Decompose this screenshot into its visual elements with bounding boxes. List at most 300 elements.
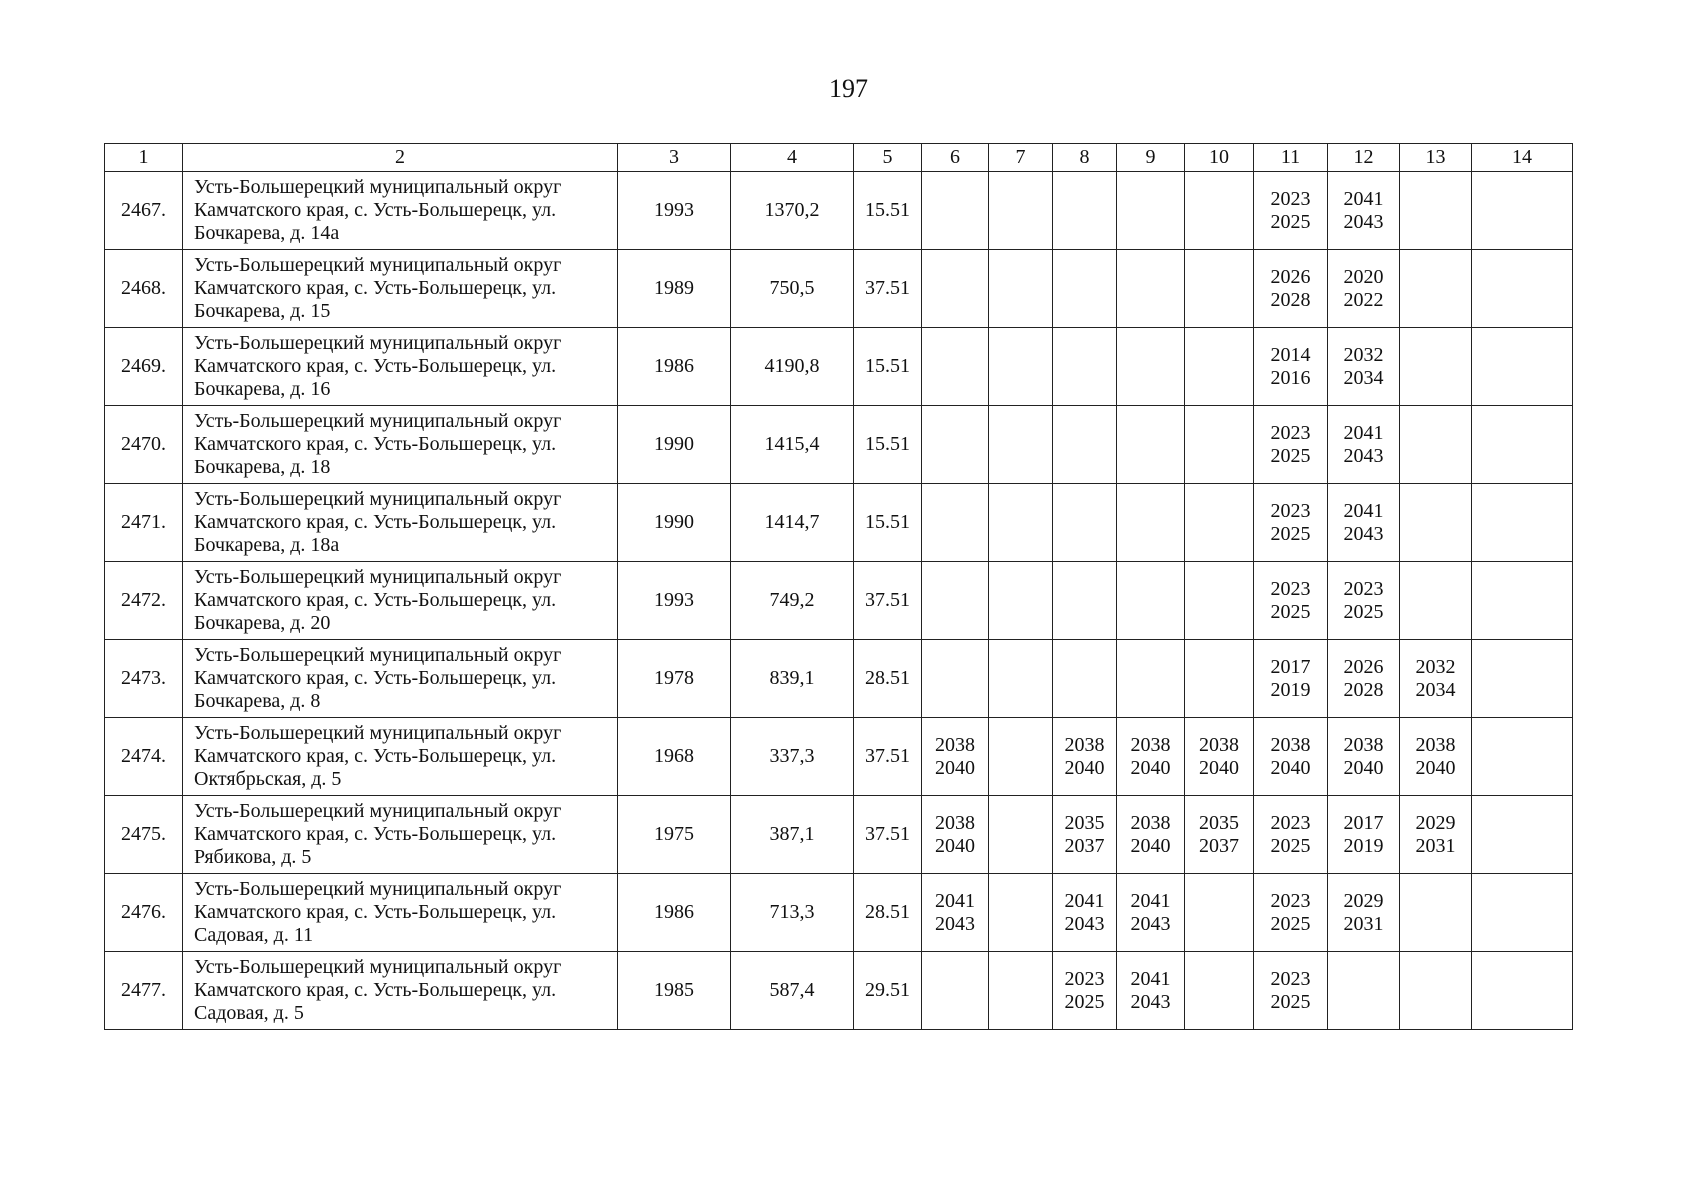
- period-range: [1271, 734, 1311, 780]
- period-cell-col-14: [1472, 640, 1573, 718]
- table-row: [105, 640, 1573, 718]
- column-header-5: 5: [854, 144, 922, 172]
- address-cell: [183, 640, 618, 718]
- year-cell: 1990: [618, 406, 731, 484]
- period-cell-col-9: [1117, 250, 1185, 328]
- area-cell: 749,2: [731, 562, 854, 640]
- period-cell-col-11: [1254, 952, 1328, 1030]
- period-end-year: 2031: [1343, 912, 1384, 935]
- address-line: Камчатского края, с. Усть-Большерецк, ул.: [194, 901, 557, 923]
- column-header-10: 10: [1185, 144, 1254, 172]
- period-cell-col-14: [1472, 328, 1573, 406]
- period-range: [1344, 188, 1384, 234]
- period-range: [1344, 500, 1384, 546]
- row-number-cell: 2467.: [105, 172, 183, 250]
- period-cell-col-12: [1328, 718, 1400, 796]
- period-cell-col-10: [1185, 796, 1254, 874]
- period-cell-col-8: [1053, 952, 1117, 1030]
- period-cell-col-7: [989, 484, 1053, 562]
- period-cell-col-8: [1053, 796, 1117, 874]
- period-cell-col-8: [1053, 484, 1117, 562]
- area-cell: 750,5: [731, 250, 854, 328]
- period-end-year: 2040: [935, 756, 975, 779]
- period-cell-col-9: [1117, 952, 1185, 1030]
- period-range: [1271, 890, 1311, 936]
- period-end-year: 2025: [1270, 834, 1311, 857]
- period-end-year: 2040: [1130, 834, 1171, 857]
- period-start-year: 2023: [1270, 811, 1311, 834]
- period-cell-col-9: [1117, 406, 1185, 484]
- period-cell-col-9: [1117, 718, 1185, 796]
- housing-register-table: [104, 143, 1573, 1030]
- period-cell-col-10: [1185, 484, 1254, 562]
- column-header-1: 1: [105, 144, 183, 172]
- column-header-12: 12: [1328, 144, 1400, 172]
- period-range: [1271, 266, 1311, 312]
- period-cell-col-6: [922, 172, 989, 250]
- period-end-year: 2040: [1130, 756, 1171, 779]
- table-row: [105, 406, 1573, 484]
- period-cell-col-13: [1400, 718, 1472, 796]
- period-cell-col-9: [1117, 172, 1185, 250]
- period-start-year: 2038: [1064, 733, 1105, 756]
- code-cell: 15.51: [854, 406, 922, 484]
- area-cell: 1415,4: [731, 406, 854, 484]
- period-end-year: 2040: [1415, 756, 1456, 779]
- address-line: Камчатского края, с. Усть-Большерецк, ул.: [194, 199, 557, 221]
- period-cell-col-12: [1328, 250, 1400, 328]
- period-start-year: 2038: [1130, 811, 1171, 834]
- address-cell: [183, 172, 618, 250]
- period-start-year: 2023: [1270, 967, 1311, 990]
- period-range: [1416, 656, 1456, 702]
- period-start-year: 2026: [1270, 265, 1311, 288]
- period-cell-col-8: [1053, 328, 1117, 406]
- address-cell: [183, 328, 618, 406]
- table-header: [105, 144, 1573, 172]
- period-start-year: 2023: [1270, 187, 1311, 210]
- table-body: [105, 172, 1573, 1030]
- period-cell-col-6: [922, 640, 989, 718]
- period-start-year: 2023: [1270, 499, 1311, 522]
- period-cell-col-11: [1254, 328, 1328, 406]
- period-cell-col-7: [989, 250, 1053, 328]
- period-cell-col-10: [1185, 952, 1254, 1030]
- period-end-year: 2043: [1130, 912, 1171, 935]
- period-cell-col-7: [989, 952, 1053, 1030]
- period-cell-col-13: [1400, 796, 1472, 874]
- period-cell-col-12: [1328, 406, 1400, 484]
- period-end-year: 2028: [1270, 288, 1311, 311]
- column-header-3: 3: [618, 144, 731, 172]
- period-range: [1344, 734, 1384, 780]
- column-header-11: 11: [1254, 144, 1328, 172]
- period-start-year: 2032: [1343, 343, 1384, 366]
- period-cell-col-14: [1472, 250, 1573, 328]
- address-line: Усть-Большерецкий муниципальный округ: [194, 644, 562, 666]
- period-cell-col-9: [1117, 562, 1185, 640]
- address-line: Усть-Большерецкий муниципальный округ: [194, 722, 562, 744]
- period-range: [1065, 734, 1105, 780]
- period-end-year: 2040: [1270, 756, 1311, 779]
- code-cell: 28.51: [854, 640, 922, 718]
- row-number-cell: 2472.: [105, 562, 183, 640]
- year-cell: 1993: [618, 562, 731, 640]
- column-number-row: [105, 144, 1573, 172]
- year-cell: 1986: [618, 874, 731, 952]
- period-start-year: 2041: [935, 889, 975, 912]
- period-start-year: 2032: [1415, 655, 1456, 678]
- period-cell-col-13: [1400, 406, 1472, 484]
- period-start-year: 2038: [1130, 733, 1171, 756]
- period-cell-col-7: [989, 406, 1053, 484]
- period-range: [1344, 812, 1384, 858]
- column-header-13: 13: [1400, 144, 1472, 172]
- period-start-year: 2014: [1270, 343, 1311, 366]
- address-line: Камчатского края, с. Усть-Большерецк, ул.: [194, 433, 557, 455]
- period-start-year: 2026: [1343, 655, 1384, 678]
- period-end-year: 2028: [1343, 678, 1384, 701]
- period-end-year: 2025: [1270, 522, 1311, 545]
- period-end-year: 2043: [1343, 522, 1384, 545]
- address-line: Камчатского края, с. Усть-Большерецк, ул.: [194, 667, 557, 689]
- area-cell: 713,3: [731, 874, 854, 952]
- address-cell: [183, 562, 618, 640]
- period-end-year: 2040: [1064, 756, 1105, 779]
- address-line: Бочкарева, д. 15: [194, 300, 331, 322]
- period-end-year: 2016: [1270, 366, 1311, 389]
- area-cell: 337,3: [731, 718, 854, 796]
- period-start-year: 2038: [1415, 733, 1456, 756]
- period-cell-col-10: [1185, 406, 1254, 484]
- period-cell-col-7: [989, 172, 1053, 250]
- page-number: 197: [829, 74, 868, 103]
- period-start-year: 2023: [1343, 577, 1384, 600]
- period-end-year: 2037: [1199, 834, 1239, 857]
- period-end-year: 2019: [1270, 678, 1311, 701]
- address-line: Камчатского края, с. Усть-Большерецк, ул.: [194, 277, 557, 299]
- period-end-year: 2040: [935, 834, 975, 857]
- area-cell: 1414,7: [731, 484, 854, 562]
- period-range: [1199, 734, 1239, 780]
- period-end-year: 2034: [1343, 366, 1384, 389]
- code-cell: 15.51: [854, 484, 922, 562]
- period-cell-col-13: [1400, 562, 1472, 640]
- period-cell-col-13: [1400, 874, 1472, 952]
- row-number-cell: 2474.: [105, 718, 183, 796]
- period-cell-col-9: [1117, 328, 1185, 406]
- table-row: [105, 796, 1573, 874]
- column-header-4: 4: [731, 144, 854, 172]
- period-cell-col-10: [1185, 562, 1254, 640]
- table-row: [105, 328, 1573, 406]
- period-start-year: 2029: [1415, 811, 1456, 834]
- period-cell-col-12: [1328, 874, 1400, 952]
- period-cell-col-13: [1400, 484, 1472, 562]
- period-cell-col-7: [989, 796, 1053, 874]
- period-end-year: 2043: [1343, 444, 1384, 467]
- period-range: [1065, 968, 1105, 1014]
- period-cell-col-12: [1328, 640, 1400, 718]
- period-cell-col-7: [989, 562, 1053, 640]
- period-cell-col-12: [1328, 562, 1400, 640]
- code-cell: 37.51: [854, 718, 922, 796]
- address-line: Бочкарева, д. 18а: [194, 534, 340, 556]
- period-range: [1271, 422, 1311, 468]
- address-line: Камчатского края, с. Усть-Большерецк, ул.: [194, 979, 557, 1001]
- period-range: [1344, 344, 1384, 390]
- period-end-year: 2043: [935, 912, 975, 935]
- column-header-2: 2: [183, 144, 618, 172]
- period-cell-col-6: [922, 484, 989, 562]
- period-cell-col-11: [1254, 562, 1328, 640]
- address-line: Рябикова, д. 5: [194, 846, 312, 868]
- address-line: Камчатского края, с. Усть-Большерецк, ул.: [194, 355, 557, 377]
- year-cell: 1990: [618, 484, 731, 562]
- row-number-cell: 2475.: [105, 796, 183, 874]
- period-start-year: 2020: [1343, 265, 1384, 288]
- address-line: Усть-Большерецкий муниципальный округ: [194, 176, 562, 198]
- period-start-year: 2029: [1343, 889, 1384, 912]
- period-end-year: 2025: [1343, 600, 1384, 623]
- period-cell-col-10: [1185, 328, 1254, 406]
- column-header-9: 9: [1117, 144, 1185, 172]
- address-cell: [183, 250, 618, 328]
- period-cell-col-13: [1400, 640, 1472, 718]
- address-line: Бочкарева, д. 8: [194, 690, 321, 712]
- period-cell-col-11: [1254, 250, 1328, 328]
- period-start-year: 2038: [1199, 733, 1239, 756]
- address-cell: [183, 484, 618, 562]
- address-cell: [183, 406, 618, 484]
- period-start-year: 2041: [1343, 499, 1384, 522]
- period-cell-col-10: [1185, 172, 1254, 250]
- period-start-year: 2038: [1343, 733, 1384, 756]
- period-cell-col-8: [1053, 406, 1117, 484]
- column-header-7: 7: [989, 144, 1053, 172]
- period-cell-col-11: [1254, 718, 1328, 796]
- column-header-8: 8: [1053, 144, 1117, 172]
- period-cell-col-12: [1328, 484, 1400, 562]
- period-cell-col-6: [922, 406, 989, 484]
- period-end-year: 2040: [1199, 756, 1239, 779]
- period-range: [1271, 656, 1311, 702]
- period-start-year: 2038: [1270, 733, 1311, 756]
- period-range: [1344, 422, 1384, 468]
- area-cell: 387,1: [731, 796, 854, 874]
- period-range: [935, 734, 975, 780]
- period-start-year: 2035: [1064, 811, 1105, 834]
- period-cell-col-11: [1254, 640, 1328, 718]
- period-cell-col-8: [1053, 250, 1117, 328]
- code-cell: 29.51: [854, 952, 922, 1030]
- period-cell-col-10: [1185, 250, 1254, 328]
- address-cell: [183, 796, 618, 874]
- period-start-year: 2017: [1343, 811, 1384, 834]
- year-cell: 1968: [618, 718, 731, 796]
- period-range: [1131, 968, 1171, 1014]
- period-end-year: 2025: [1270, 210, 1311, 233]
- period-end-year: 2043: [1130, 990, 1171, 1013]
- address-line: Усть-Большерецкий муниципальный округ: [194, 956, 562, 978]
- code-cell: 28.51: [854, 874, 922, 952]
- period-cell-col-13: [1400, 250, 1472, 328]
- period-cell-col-13: [1400, 952, 1472, 1030]
- address-cell: [183, 952, 618, 1030]
- column-header-14: 14: [1472, 144, 1573, 172]
- address-line: Камчатского края, с. Усть-Большерецк, ул.: [194, 823, 557, 845]
- period-start-year: 2023: [1270, 889, 1311, 912]
- area-cell: 839,1: [731, 640, 854, 718]
- period-end-year: 2043: [1064, 912, 1105, 935]
- period-cell-col-13: [1400, 328, 1472, 406]
- address-line: Камчатского края, с. Усть-Большерецк, ул.: [194, 745, 557, 767]
- period-cell-col-14: [1472, 874, 1573, 952]
- period-cell-col-14: [1472, 796, 1573, 874]
- row-number-cell: 2477.: [105, 952, 183, 1030]
- period-range: [1344, 656, 1384, 702]
- period-start-year: 2023: [1270, 577, 1311, 600]
- period-cell-col-11: [1254, 406, 1328, 484]
- period-cell-col-8: [1053, 172, 1117, 250]
- period-end-year: 2043: [1343, 210, 1384, 233]
- row-number-cell: 2470.: [105, 406, 183, 484]
- period-cell-col-14: [1472, 172, 1573, 250]
- period-cell-col-9: [1117, 484, 1185, 562]
- code-cell: 37.51: [854, 796, 922, 874]
- period-start-year: 2041: [1343, 421, 1384, 444]
- period-end-year: 2022: [1343, 288, 1384, 311]
- period-cell-col-11: [1254, 796, 1328, 874]
- period-cell-col-11: [1254, 172, 1328, 250]
- year-cell: 1993: [618, 172, 731, 250]
- period-cell-col-13: [1400, 172, 1472, 250]
- address-line: Усть-Большерецкий муниципальный округ: [194, 566, 562, 588]
- address-line: Садовая, д. 11: [194, 924, 314, 946]
- period-start-year: 2041: [1130, 889, 1171, 912]
- period-cell-col-14: [1472, 952, 1573, 1030]
- period-cell-col-10: [1185, 640, 1254, 718]
- period-range: [1344, 890, 1384, 936]
- period-cell-col-6: [922, 796, 989, 874]
- period-range: [1199, 812, 1239, 858]
- period-start-year: 2041: [1343, 187, 1384, 210]
- address-line: Усть-Большерецкий муниципальный округ: [194, 332, 562, 354]
- period-cell-col-9: [1117, 796, 1185, 874]
- period-cell-col-12: [1328, 952, 1400, 1030]
- period-cell-col-12: [1328, 796, 1400, 874]
- period-end-year: 2037: [1064, 834, 1105, 857]
- table-row: [105, 718, 1573, 796]
- period-range: [1065, 890, 1105, 936]
- period-start-year: 2035: [1199, 811, 1239, 834]
- period-cell-col-10: [1185, 718, 1254, 796]
- period-range: [935, 812, 975, 858]
- period-cell-col-8: [1053, 562, 1117, 640]
- period-start-year: 2041: [1130, 967, 1171, 990]
- address-line: Садовая, д. 5: [194, 1002, 304, 1024]
- period-range: [1416, 812, 1456, 858]
- address-line: Усть-Большерецкий муниципальный округ: [194, 410, 562, 432]
- address-cell: [183, 718, 618, 796]
- period-end-year: 2025: [1270, 912, 1311, 935]
- table-row: [105, 562, 1573, 640]
- period-end-year: 2025: [1270, 444, 1311, 467]
- period-start-year: 2038: [935, 733, 975, 756]
- period-end-year: 2025: [1270, 990, 1311, 1013]
- period-cell-col-6: [922, 328, 989, 406]
- period-cell-col-14: [1472, 406, 1573, 484]
- period-range: [1271, 578, 1311, 624]
- period-start-year: 2038: [935, 811, 975, 834]
- period-cell-col-9: [1117, 874, 1185, 952]
- period-cell-col-9: [1117, 640, 1185, 718]
- table-row: [105, 874, 1573, 952]
- year-cell: 1985: [618, 952, 731, 1030]
- period-range: [1271, 344, 1311, 390]
- address-line: Усть-Большерецкий муниципальный округ: [194, 878, 562, 900]
- address-line: Камчатского края, с. Усть-Большерецк, ул.: [194, 589, 557, 611]
- period-cell-col-7: [989, 874, 1053, 952]
- address-line: Бочкарева, д. 20: [194, 612, 331, 634]
- period-cell-col-7: [989, 640, 1053, 718]
- area-cell: 1370,2: [731, 172, 854, 250]
- address-line: Усть-Большерецкий муниципальный округ: [194, 254, 562, 276]
- period-range: [1271, 500, 1311, 546]
- period-cell-col-10: [1185, 874, 1254, 952]
- area-cell: 587,4: [731, 952, 854, 1030]
- row-number-cell: 2471.: [105, 484, 183, 562]
- address-cell: [183, 874, 618, 952]
- period-range: [1065, 812, 1105, 858]
- address-line: Бочкарева, д. 14а: [194, 222, 340, 244]
- address-line: Камчатского края, с. Усть-Большерецк, ул.: [194, 511, 557, 533]
- period-cell-col-12: [1328, 328, 1400, 406]
- period-start-year: 2023: [1064, 967, 1105, 990]
- code-cell: 37.51: [854, 562, 922, 640]
- period-start-year: 2023: [1270, 421, 1311, 444]
- period-cell-col-11: [1254, 874, 1328, 952]
- table-row: [105, 952, 1573, 1030]
- table-row: [105, 250, 1573, 328]
- period-cell-col-7: [989, 328, 1053, 406]
- period-start-year: 2017: [1270, 655, 1311, 678]
- period-range: [1131, 812, 1171, 858]
- period-cell-col-8: [1053, 874, 1117, 952]
- row-number-cell: 2473.: [105, 640, 183, 718]
- column-header-6: 6: [922, 144, 989, 172]
- period-range: [1131, 734, 1171, 780]
- period-cell-col-6: [922, 562, 989, 640]
- period-cell-col-7: [989, 718, 1053, 796]
- period-range: [1344, 266, 1384, 312]
- area-cell: 4190,8: [731, 328, 854, 406]
- row-number-cell: 2468.: [105, 250, 183, 328]
- period-range: [1271, 812, 1311, 858]
- period-cell-col-6: [922, 250, 989, 328]
- period-range: [1344, 578, 1384, 624]
- period-cell-col-6: [922, 718, 989, 796]
- table-row: [105, 172, 1573, 250]
- period-range: [1416, 734, 1456, 780]
- year-cell: 1986: [618, 328, 731, 406]
- period-cell-col-11: [1254, 484, 1328, 562]
- address-line: Бочкарева, д. 18: [194, 456, 331, 478]
- row-number-cell: 2476.: [105, 874, 183, 952]
- address-line: Октябрьская, д. 5: [194, 768, 342, 790]
- period-range: [1271, 188, 1311, 234]
- period-cell-col-8: [1053, 718, 1117, 796]
